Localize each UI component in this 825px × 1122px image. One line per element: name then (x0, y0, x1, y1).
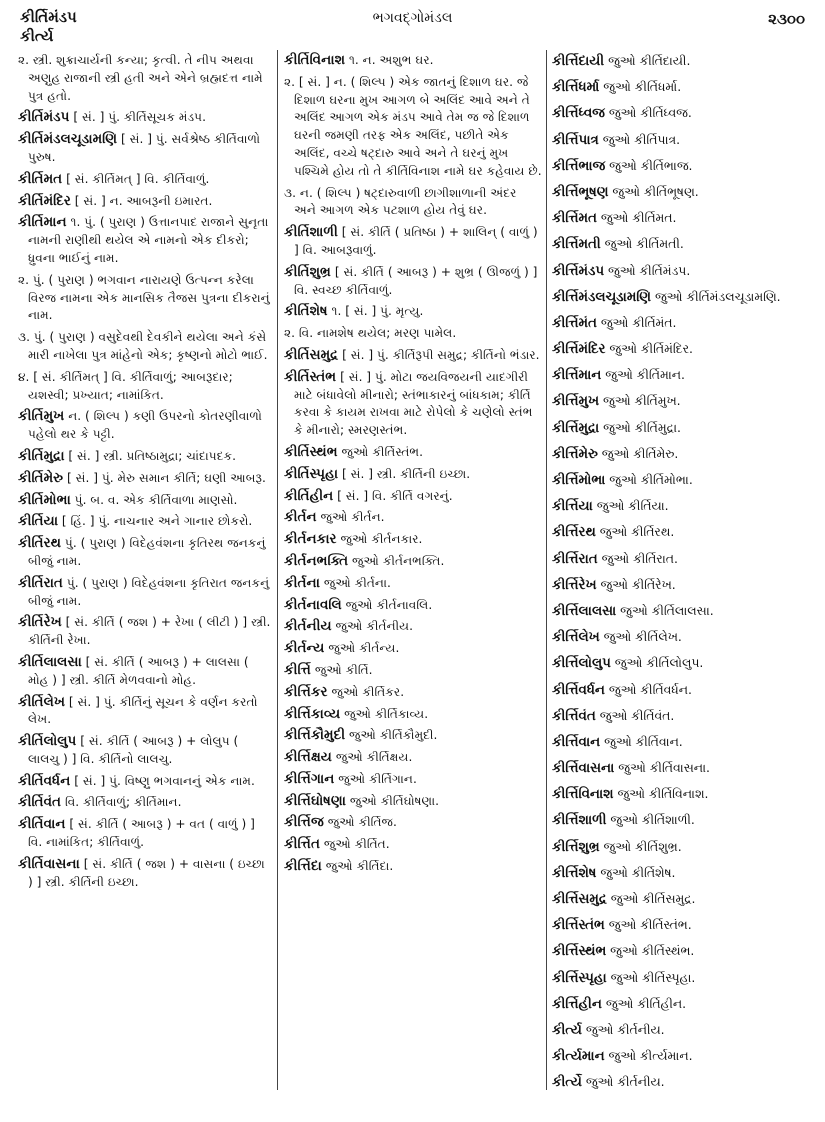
entry-definition: જુઓ કીર્તિભાજ. (609, 157, 693, 173)
entry-headword: કીર્તન (284, 509, 317, 526)
entry-definition: જુઓ કીર્તિસ્તંભ. (341, 444, 424, 459)
entry-definition: [ સં. કીર્તિ ( જશ ) + રેખા ( લીટી ) ] સ્ત્રી. કીર્તિની રેખા. (28, 615, 271, 648)
entry-definition: જુઓ કીર્તિરાત. (601, 550, 678, 566)
entry-headword: કીર્તિસ્તંભ (284, 368, 337, 385)
entry-headword: કીર્ત્તિગાન (284, 770, 335, 787)
entry-headword: કીર્ત્તિમંદિર (552, 342, 606, 358)
entry-definition: [ સં. ] પું. કીર્તિનું સૂચન કે વર્ણન કરતો લેખ. (28, 694, 258, 727)
dictionary-entry (284, 553, 542, 571)
entry-definition: જુઓ કીર્તિપાત્ર. (602, 131, 681, 147)
dictionary-entry (552, 864, 810, 883)
dictionary-entry (552, 602, 810, 621)
entry-definition: જુઓ કીર્તિકાવ્ય. (344, 706, 429, 721)
entry-definition: જુઓ કીર્તિમત. (600, 210, 677, 226)
entry-definition: જુઓ કીર્તિમતી. (604, 236, 684, 252)
dictionary-entry (284, 303, 542, 321)
entry-headword: કીર્તિલેખ (18, 693, 66, 710)
entry-headword: કીર્ત્તિસ્પૃહા (552, 970, 607, 986)
entry-definition: ૪. [ સં. કીર્તિમત્ ] વિ. કીર્તિવાળું; આબરૂદાર; યશસ્વી; પ્રખ્યાત; નામાંકિત. (18, 369, 233, 402)
entry-definition: ૨. [ સં. ] ન. ( શિલ્પ ) એક જાતનું દિશાળ ઘર. જે દિશાળ ઘરના મુખ આગળ બે અલિંદ આવે અને તે અલિંદ આગળ એક મંડપ આવે તેમ જ જે દિશાળ ઘરની જમણી તરફ એક અલિંદ, પછીતે એક અલિંદ, વચ્ચે ષટ્દારુ આવે અને તે ઘરનું મુખ પશ્ચિમે હોય તો તે કીર્તિવિનાશ નામે ઘર કહેવાય છે. (284, 74, 542, 178)
entry-definition: જુઓ કીર્તિમંડલચૂડામણિ. (654, 288, 781, 304)
entry-headword: કીર્ત્યે (552, 1075, 582, 1091)
dictionary-entry (18, 193, 272, 211)
entry-definition: [ સં. કીર્તિ ( આબરૂ ) + વત ( વાળું ) ] વિ. નામાંકિત; કીર્તિવાળું. (28, 817, 255, 850)
dictionary-entry (552, 838, 810, 857)
dictionary-entry (552, 942, 810, 961)
entry-headword: કીર્તનકાર (284, 531, 337, 548)
entry-definition: જુઓ કીર્તિસ્પૃહા. (610, 969, 696, 985)
dictionary-entry (284, 466, 542, 484)
entry-definition: જુઓ કીર્ત્યમાન. (608, 1048, 693, 1064)
dictionary-entry (552, 366, 810, 385)
entry-definition: પું. ( પુરાણ ) વિદેહવંશના કૃતિરાત જનકનું બીજું નામ. (28, 575, 270, 608)
entry-headword: કીર્તિમાન (18, 214, 67, 231)
entry-headword: કીર્ત્તિકૌમુદી (284, 727, 346, 744)
dictionary-entry (552, 288, 810, 307)
entry-headword: કીર્ત્તિમત (552, 211, 597, 227)
entry-definition: જુઓ કીર્તિશુભ્ર. (603, 838, 682, 854)
entry-headword: કીર્તિવર્ધન (18, 772, 71, 789)
entry-definition: [ સં. ] પું. મોટા જયવિજયની યાદગીરી માટે બંધાવેલો મીનારો; સ્તંભાકારનું બાંધકામ; કીર્તિ કરવા કે કાયમ રાખવા માટે રોપેલો કે ચણેલો સ્તંભ કે મીનારો; સ્મરણસ્તંભ. (294, 369, 533, 438)
entry-definition: [ સં. ] પું. વિષ્ણુ ભગવાનનું એક નામ. (74, 773, 255, 788)
entry-definition: ૧. પું. ( પુરાણ ) ઉત્તાનપાદ રાજાને સુનૃતા નામની રાણીથી થયેલ એ નામનો એક દીકરો; ધ્રુવના ભાઈનું નામ. (28, 215, 269, 265)
dictionary-entry (552, 550, 810, 569)
dictionary-entry (552, 471, 810, 490)
entry-definition: ૨. પું. ( પુરાણ ) ભગવાન નારાયણે ઉત્પન્ન કરેલા વિરજ નામના એક માનસિક તૈજસ પુત્રના દીકરાનું નામ. (18, 272, 270, 323)
dictionary-entry (18, 513, 272, 531)
dictionary-entry (284, 325, 542, 343)
dictionary-entry (552, 445, 810, 464)
entry-definition: જુઓ કીર્તિમંત. (600, 314, 677, 330)
dictionary-entry (284, 531, 542, 549)
dictionary-entry (552, 576, 810, 595)
dictionary-entry (284, 640, 542, 658)
entry-headword: કીર્ત્તિહીન (552, 996, 602, 1012)
dictionary-entry (552, 628, 810, 647)
page-title: ભગવદ્ગોમંડલ (372, 10, 453, 26)
dictionary-entry (18, 369, 272, 405)
entry-definition: જુઓ કીર્તિવર્ધન. (608, 681, 692, 697)
entry-headword: કીર્ત્યમાન (552, 1049, 605, 1065)
entry-headword: કીર્ત્તિત (284, 836, 320, 853)
entry-definition: જુઓ કીર્તિમુખ. (602, 393, 681, 409)
dictionary-entry (18, 856, 272, 892)
entry-headword: કીર્ત્તિમતી (552, 237, 601, 253)
dictionary-entry (552, 759, 810, 778)
entry-definition: [ સં. કીર્તિ ( પ્રતિષ્ઠા ) + શાલિન્ ( વાળું ) ] વિ. આબરૂવાળું. (294, 225, 538, 257)
entry-headword: કીર્તિરથ (18, 535, 62, 552)
dictionary-entry (552, 314, 810, 333)
entry-headword: કીર્તનાવલિ (284, 596, 342, 613)
entry-headword: કીર્ત્તિજ (284, 814, 324, 831)
entry-definition: [ સં. ] પું. મેરુ સમાન કીર્તિ; ઘણી આબરૂ. (67, 470, 266, 485)
entry-definition: જુઓ કીર્તિજ. (327, 815, 397, 830)
column-rule (546, 50, 547, 1090)
entry-definition: ૧. ન. અશુભ ઘર. (348, 53, 434, 67)
entry-headword: કીર્તિમુખ (18, 408, 65, 425)
entry-headword: કીર્ત્તિવંત (552, 708, 596, 724)
dictionary-entry (18, 214, 272, 267)
entry-definition: જુઓ કીર્તિદા. (325, 859, 394, 874)
dictionary-entry (284, 727, 542, 745)
dictionary-entry (18, 408, 272, 444)
entry-headword: કીર્ત્તિશુભ્ર (552, 839, 600, 855)
entry-headword: કીર્તિમુદ્રા (18, 447, 65, 464)
entry-definition: જુઓ કીર્તિગાન. (338, 771, 417, 786)
entry-headword: કીર્તિવાસના (18, 855, 80, 872)
entry-definition: જુઓ કીર્તિહીન. (605, 995, 687, 1011)
entry-headword: કીર્ત્તિકાવ્ય (284, 705, 341, 722)
dictionary-entry (552, 78, 810, 97)
entry-headword: કીર્ત્તિઘોષણા (284, 792, 347, 809)
dictionary-entry (552, 262, 810, 281)
page-header (0, 8, 825, 52)
entry-definition: [ સં. ] સ્ત્રી. કીર્તિની ઇચ્છા. (342, 466, 471, 481)
entry-headword: કીર્તિસમુદ્ર (284, 346, 339, 363)
entry-definition: જુઓ કીર્તિઘોષણા. (349, 793, 440, 808)
entry-headword: કીર્ત્તિલોલુપ (552, 656, 611, 672)
entry-definition: [ સં. ] પું. સર્વશ્રેષ્ઠ કીર્તિવાળો પુરુષ. (28, 132, 261, 164)
dictionary-entry (552, 340, 810, 359)
dictionary-entry (552, 681, 810, 700)
entry-headword: કીર્ત્તિયા (552, 499, 593, 515)
entry-definition: જુઓ કીર્તિધર્મા. (603, 79, 682, 95)
entry-definition: જુઓ કીર્તિમંડપ. (608, 262, 691, 278)
entry-definition: જુઓ કીર્તિમાન. (605, 367, 685, 383)
entry-headword: કીર્તનીય (284, 618, 332, 635)
dictionary-entry (18, 794, 272, 812)
dictionary-entry (552, 497, 810, 516)
entry-definition: ન. ( શિલ્પ ) કણી ઉપરનો કોતરણીવાળો પહેલો થર કે પટ્ટી. (28, 409, 262, 442)
entry-headword: કીર્ત્તિમંડપ (552, 263, 605, 279)
entry-definition: જુઓ કીર્તિરેખ. (600, 576, 676, 592)
entry-headword: કીર્ત્તિમુખ (552, 394, 600, 410)
dictionary-entry (18, 535, 272, 571)
entry-definition: જુઓ કીર્તન્ય. (328, 641, 400, 656)
dictionary-entry (552, 235, 810, 254)
guide-word-first: કીર્તિમંડપ (20, 8, 77, 26)
dictionary-column-2 (284, 52, 542, 1112)
entry-definition: [ હિં. ] પું. નાચનાર અને ગાનાર છોકરો. (61, 514, 253, 529)
dictionary-entry (284, 618, 542, 636)
entry-headword: કીર્ત્તિશાળી (552, 813, 607, 829)
dictionary-entry (552, 209, 810, 228)
dictionary-entry (552, 392, 810, 411)
entry-headword: કીર્ત્તિભૂષણ (552, 184, 609, 200)
dictionary-column-3 (552, 52, 810, 1112)
dictionary-entry (552, 733, 810, 752)
entry-definition: જુઓ કીર્તનીય. (585, 1021, 665, 1037)
dictionary-entry (284, 575, 542, 593)
entry-headword: કીર્તિહીન (284, 487, 334, 504)
entry-headword: કીર્ત્તિમેરુ (552, 446, 598, 462)
entry-definition: જુઓ કીર્તિયા. (596, 498, 669, 514)
entry-definition: જુઓ કીર્તિસમુદ્ર. (610, 891, 696, 906)
entry-headword: કીર્ત્તિદા (284, 858, 322, 875)
entry-definition: જુઓ કીર્તનીય. (585, 1074, 665, 1090)
entry-headword: કીર્તિવાન (18, 816, 66, 833)
dictionary-entry (284, 74, 542, 181)
dictionary-entry (284, 347, 542, 365)
dictionary-entry (552, 131, 810, 150)
entry-headword: કીર્ત્તિક્ષય (284, 749, 332, 766)
entry-headword: કીર્ત્તિધ્વજ (552, 106, 605, 122)
entry-definition: જુઓ કીર્તિક્ષય. (335, 750, 413, 765)
dictionary-entry (18, 109, 272, 127)
entry-headword: કીર્તિમંદિર (18, 192, 71, 209)
entry-headword: કીર્ત્તિદાયી (552, 54, 605, 69)
dictionary-entry (18, 52, 272, 105)
dictionary-entry (552, 52, 810, 71)
entry-definition: ૩. ન. ( શિલ્પ ) ષટ્દારુવાળી છાગીશાળાની અંદર અને આગળ એક પટશાળ હોય તેવું ઘર. (284, 185, 517, 218)
entry-headword: કીર્ત્તિવાસના (552, 761, 615, 777)
entry-definition: પું. બ. વ. એક કીર્તિવાળા માણસો. (74, 492, 238, 507)
dictionary-entry (552, 523, 810, 542)
entry-headword: કીર્તનભક્તિ (284, 552, 349, 569)
dictionary-entry (18, 272, 272, 325)
entry-headword: કીર્ત્તિસ્તંભ (552, 918, 605, 934)
entry-definition: જુઓ કીર્તનકાર. (340, 532, 423, 547)
dictionary-entry (18, 694, 272, 730)
entry-definition: જુઓ કીર્તિલોલુપ. (614, 655, 704, 671)
entry-headword: કીર્ત્તિભાજ (552, 158, 606, 174)
entry-definition: જુઓ કીર્તિવંત. (599, 707, 675, 723)
entry-headword: કીર્ત્તિવિનાશ (552, 787, 614, 803)
entry-definition: [ સં. ] ન. આબરૂની ઇમારત. (74, 193, 213, 208)
entry-headword: કીર્ત્તિમાન (552, 368, 602, 384)
entry-headword: કીર્તન્ય (284, 640, 325, 657)
dictionary-entry (284, 185, 542, 221)
entry-definition: જુઓ કીર્તિવિનાશ. (617, 786, 709, 802)
entry-headword: કીર્તના (284, 574, 320, 591)
entry-definition: જુઓ કીર્તનભક્તિ. (352, 553, 445, 568)
entry-headword: કીર્તિમત (18, 170, 63, 187)
dictionary-entry (284, 264, 542, 300)
entry-headword: કીર્તિલોલુપ (18, 733, 77, 750)
entry-definition: જુઓ કીર્તિરથ. (599, 524, 675, 540)
entry-definition: વિ. કીર્તિવાળું; કીર્તિમાન. (64, 795, 182, 810)
dictionary-entry (284, 814, 542, 832)
entry-headword: કીર્તિરાત (18, 574, 63, 591)
entry-definition: જુઓ કીર્તના. (323, 575, 391, 590)
entry-definition: [ સં. ] વિ. કીર્તિ વગરનું. (337, 488, 453, 503)
dictionary-entry (552, 785, 810, 804)
entry-definition: [ સં. ] પું. કીર્તિરૂપી સમુદ્ર; કીર્તિનો ભંડાર. (342, 347, 540, 362)
dictionary-entry (552, 419, 810, 438)
entry-definition: જુઓ કીર્તિભૂષણ. (612, 183, 699, 199)
entry-definition: [ સં. કીર્તિ ( આબરૂ ) + લાલસા ( મોહ ) ] સ્ત્રી. કીર્તિ મેળવવાનો મોહ. (28, 654, 249, 687)
entry-definition: ૨. વિ. નામશેષ થયેલ; મરણ પામેલ. (284, 326, 457, 341)
entry-headword: કીર્ત્ય (552, 1022, 582, 1038)
guide-word-second: કીર્ત્ય (20, 27, 54, 45)
entry-headword: કીર્તિમોભા (18, 491, 71, 508)
entry-headword: કીર્તિમંડપ (18, 109, 70, 126)
entry-definition: પું. ( પુરાણ ) વિદેહવંશના કૃતિરથ જનકનું બીજું નામ. (28, 536, 266, 568)
dictionary-entry (284, 488, 542, 506)
entry-headword: કીર્ત્તિલેખ (552, 630, 600, 646)
dictionary-entry (284, 706, 542, 724)
entry-definition: જુઓ કીર્તન. (320, 510, 385, 525)
entry-headword: કીર્ત્તિમુદ્રા (552, 420, 600, 436)
entry-headword: કીર્તિમંડલચૂડામણિ (18, 131, 118, 148)
entry-headword: કીર્તિલાલસા (18, 653, 82, 670)
entry-headword: કીર્ત્તિરથ (552, 525, 596, 541)
entry-headword: કીર્ત્તિલાલસા (552, 603, 617, 619)
entry-definition: જુઓ કીર્તનીય. (335, 619, 414, 634)
entry-definition: જુઓ કીર્તિદાયી. (608, 53, 691, 68)
dictionary-entry (552, 890, 810, 909)
dictionary-column-1 (18, 52, 272, 1112)
entry-headword: કીર્ત્તિપાત્ર (552, 132, 599, 148)
entry-definition: [ સં. ] પું. કીર્તિસૂચક મંડપ. (73, 110, 206, 125)
entry-headword: કીર્તિસ્થંભ (284, 443, 338, 460)
dictionary-entry (284, 858, 542, 876)
entry-headword: કીર્તિરેખ (18, 614, 62, 631)
dictionary-entry (18, 131, 272, 167)
dictionary-entry (18, 816, 272, 852)
entry-headword: કીર્તિયા (18, 513, 59, 530)
entry-headword: કીર્તિશુભ્ર (284, 263, 331, 280)
entry-definition: જુઓ કીર્તિધ્વજ. (608, 105, 692, 121)
dictionary-entry (18, 654, 272, 690)
entry-headword: કીર્ત્તિમંડલચૂડામણિ (552, 289, 651, 305)
dictionary-entry (552, 157, 810, 176)
dictionary-entry (552, 916, 810, 935)
dictionary-entry (284, 52, 542, 70)
entry-definition: જુઓ કીર્તિલેખ. (603, 629, 682, 645)
entry-definition: જુઓ કીર્તિશાળી. (610, 812, 695, 828)
dictionary-entry (284, 836, 542, 854)
dictionary-entry (552, 104, 810, 123)
dictionary-entry (552, 183, 810, 202)
entry-headword: કીર્તિશેષ (284, 303, 328, 320)
entry-headword: કીર્ત્તિરેખ (552, 577, 597, 593)
entry-definition: ૨. સ્ત્રી. શુક્રાચાર્યની કન્યા; કૃત્વી. તે નીપ અથવા અણુહ રાજાની સ્ત્રી હતી અને એને બ્રહ્મદત્ત નામે પુત્ર હતો. (18, 53, 263, 103)
entry-definition: [ સં. ] સ્ત્રી. પ્રતિષ્ઠામુદ્રા; ચાંદાપદક. (68, 448, 236, 463)
entry-headword: કીર્તિસ્પૃહા (284, 465, 339, 482)
dictionary-entry (18, 448, 272, 466)
dictionary-entry (18, 470, 272, 488)
dictionary-entry (284, 509, 542, 527)
entry-headword: કીર્તિવિનાશ (284, 52, 346, 68)
entry-definition: જુઓ કીર્તિમોભા. (609, 472, 693, 487)
entry-headword: કીર્ત્તિસમુદ્ર (552, 892, 607, 907)
dictionary-entry (18, 733, 272, 769)
entry-definition: [ સં. કીર્તિમત્ ] વિ. કીર્તિવાળું. (66, 171, 210, 186)
dictionary-entry (552, 654, 810, 673)
entry-headword: કીર્ત્તિધર્મા (552, 80, 600, 96)
entry-definition: [ સં. કીર્તિ ( આબરૂ ) + શુભ્ર ( ઊજળું ) ] વિ. સ્વચ્છ કીર્તિવાળું. (294, 264, 538, 297)
entry-headword: કીર્ત્તિ (284, 661, 311, 678)
dictionary-entry (284, 224, 542, 260)
entry-headword: કીર્તિમેરુ (18, 469, 64, 486)
entry-definition: જુઓ કીર્તિશેષ. (600, 864, 676, 880)
entry-definition: જુઓ કીર્તિકર. (331, 684, 405, 699)
entry-definition: જુઓ કીર્તિવાસના. (618, 760, 710, 776)
dictionary-entry (284, 749, 542, 767)
dictionary-entry (18, 329, 272, 365)
dictionary-entry (18, 773, 272, 791)
entry-definition: જુઓ કીર્તનાવલિ. (345, 597, 433, 612)
dictionary-entry (18, 171, 272, 189)
entry-definition: [ સં. કીર્તિ ( આબરૂ ) + લોલુપ ( લાલચુ ) ] વિ. કીર્તિનો લાલચુ. (28, 734, 239, 766)
entry-definition: જુઓ કીર્તિલાલસા. (620, 602, 714, 618)
entry-definition: જુઓ કીર્તિકૌમુદી. (349, 728, 438, 743)
column-rule (277, 50, 278, 1090)
entry-definition: ૩. પું. ( પુરાણ ) વસુદેવથી દેવકીને થયેલા અને કંસે મારી નાખેલા પુત્ર માંહેનો એક; કૃષ્ણનો મોટો ભાઈ. (18, 330, 268, 362)
dictionary-entry (552, 1047, 810, 1066)
entry-headword: કીર્ત્તિશેષ (552, 865, 597, 881)
entry-headword: કીર્ત્તિવાન (552, 734, 601, 750)
entry-definition: જુઓ કીર્તિસ્થંભ. (610, 943, 695, 959)
dictionary-entry (552, 969, 810, 988)
dictionary-entry (284, 662, 542, 680)
dictionary-entry (18, 614, 272, 650)
dictionary-entry (284, 793, 542, 811)
entry-definition: [ સં. કીર્તિ ( જશ ) + વાસના ( ઇચ્છા ) ] સ્ત્રી. કીર્તિની ઇચ્છા. (28, 856, 265, 889)
dictionary-entry (284, 444, 542, 462)
dictionary-entry (284, 771, 542, 789)
dictionary-entry (552, 1021, 810, 1040)
dictionary-entry (284, 684, 542, 702)
entry-headword: કીર્ત્તિમંત (552, 315, 597, 331)
dictionary-entry (552, 1073, 810, 1092)
entry-definition: જુઓ કીર્તિવાન. (604, 733, 683, 749)
entry-headword: કીર્ત્તિકર (284, 683, 328, 700)
dictionary-entry (284, 369, 542, 440)
entry-definition: જુઓ કીર્તિ. (314, 662, 373, 677)
entry-headword: કીર્ત્તિવર્ધન (552, 682, 605, 698)
dictionary-entry (552, 995, 810, 1014)
entry-headword: કીર્તિશાળી (284, 224, 338, 241)
entry-definition: ૧. [ સં. ] પું. મૃત્યુ. (331, 304, 424, 319)
entry-headword: કીર્તિવંત (18, 794, 62, 811)
entry-headword: કીર્ત્તિસ્થંભ (552, 944, 607, 960)
dictionary-entry (284, 597, 542, 615)
dictionary-entry (18, 492, 272, 510)
dictionary-entry (552, 811, 810, 830)
entry-headword: કીર્ત્તિરાત (552, 551, 598, 567)
entry-headword: કીર્ત્તિમોભા (552, 473, 606, 488)
entry-definition: જુઓ કીર્તિત. (323, 837, 390, 852)
entry-definition: જુઓ કીર્તિસ્તંભ. (608, 917, 692, 933)
entry-definition: જુઓ કીર્તિમંદિર. (609, 341, 693, 357)
dictionary-entry (18, 575, 272, 611)
page-number: ૨૩૦૦ (768, 10, 805, 28)
entry-definition: જુઓ કીર્તિમુદ્રા. (603, 419, 681, 435)
dictionary-entry (552, 707, 810, 726)
entry-definition: જુઓ કીર્તિમેરુ. (601, 445, 679, 461)
